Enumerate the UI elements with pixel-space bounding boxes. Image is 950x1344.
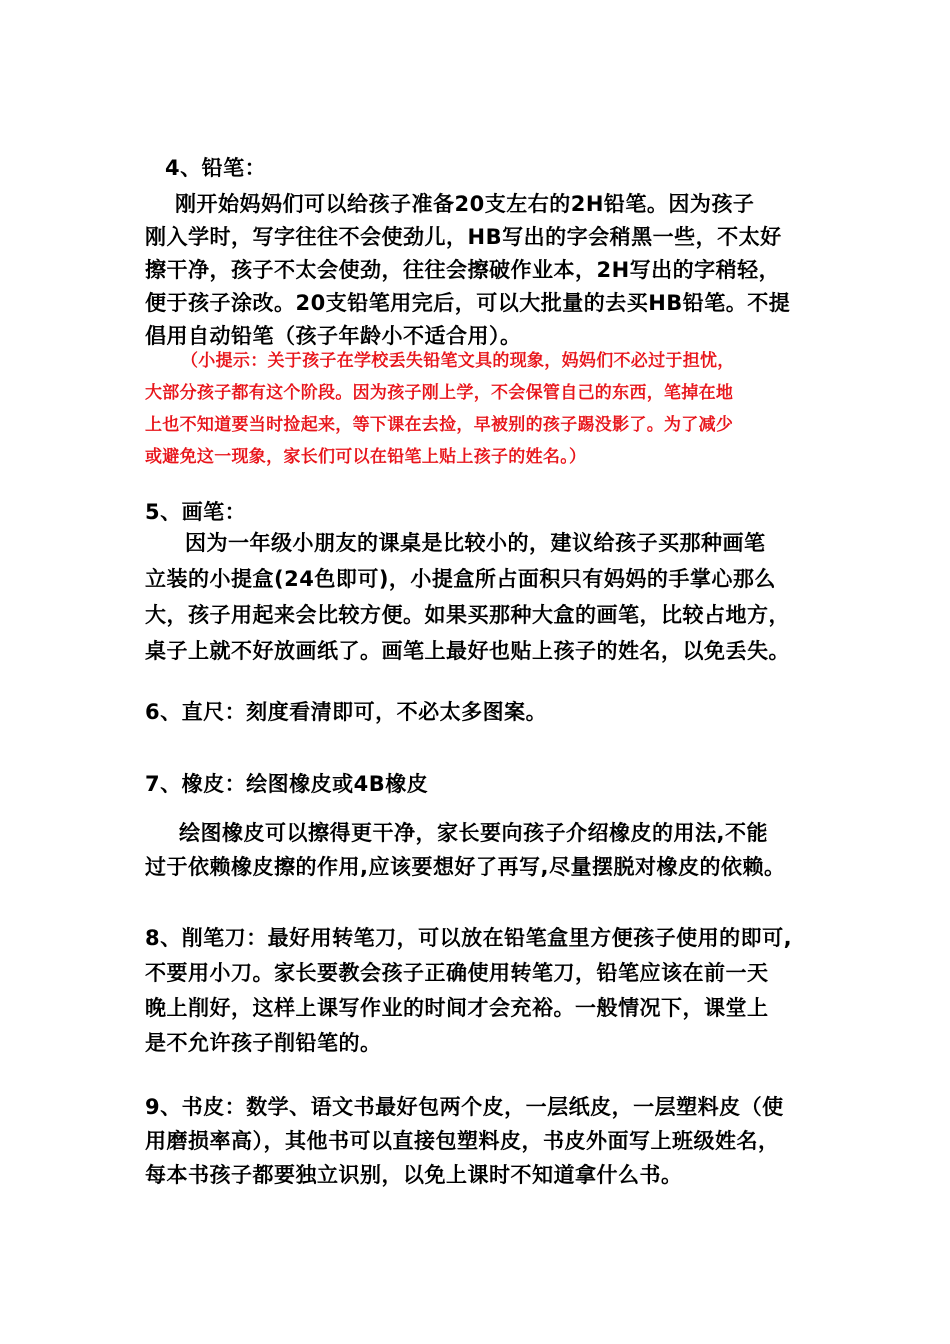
- tip-line: 上也不知道要当时捡起来，等下课在去捡，早被别的孩子踢没影了。为了减少: [145, 415, 734, 435]
- pencil-heading: 4、铅笔：: [165, 156, 267, 180]
- text-line: 立装的小提盒(24色即可)，小提盒所占面积只有妈妈的手掌心那么: [145, 567, 776, 591]
- text-line: 过于依赖橡皮擦的作用,应该要想好了再写,尽量摆脱对橡皮的依赖。: [145, 855, 786, 879]
- tip-line: 大部分孩子都有这个阶段。因为孩子刚上学，不会保管自己的东西，笔掉在地: [145, 383, 734, 403]
- text-line: 大，孩子用起来会比较方便。如果买那种大盒的画笔，比较占地方，: [145, 603, 790, 627]
- text-line: 倡用自动铅笔（孩子年龄小不适合用）。: [145, 324, 522, 348]
- book-cover-paragraph: [145, 1090, 815, 1192]
- text-line: 晚上削好，这样上课写作业的时间才会充裕。一般情况下，课堂上: [145, 996, 769, 1020]
- text-line: 擦干净，孩子不太会使劲，往往会擦破作业本，2H写出的字稍轻，: [145, 258, 781, 282]
- text-line: 桌子上就不好放画纸了。画笔上最好也贴上孩子的姓名，以免丢失。: [145, 639, 790, 663]
- eraser-paragraph: [145, 816, 815, 884]
- text-line: 便于孩子涂改。20支铅笔用完后，可以大批量的去买HB铅笔。不提: [145, 291, 791, 315]
- brush-paragraph: [145, 525, 815, 669]
- pencil-paragraph: [145, 188, 815, 353]
- text-line: 9、书皮：数学、语文书最好包两个皮，一层纸皮，一层塑料皮（使: [145, 1095, 784, 1119]
- tip-line: 或避免这一现象，家长们可以在铅笔上贴上孩子的姓名。）: [145, 447, 587, 467]
- ruler-heading: 6、直尺：刻度看清即可，不必太多图案。: [145, 700, 548, 724]
- pencil-tip: [145, 345, 815, 473]
- text-line: 不要用小刀。家长要教会孩子正确使用转笔刀，铅笔应该在前一天: [145, 961, 769, 985]
- text-line: 刚入学时，写字往往不会使劲儿，HB写出的字会稍黑一些，不太好: [145, 225, 782, 249]
- text-line: 因为一年级小朋友的课桌是比较小的，建议给孩子买那种画笔: [185, 531, 766, 555]
- text-line: 绘图橡皮可以擦得更干净，家长要向孩子介绍橡皮的用法,不能: [179, 821, 768, 845]
- text-line: 刚开始妈妈们可以给孩子准备20支左右的2H铅笔。因为孩子: [175, 192, 755, 216]
- text-line: 是不允许孩子削铅笔的。: [145, 1031, 382, 1055]
- text-line: 8、削笔刀：最好用转笔刀，可以放在铅笔盒里方便孩子使用的即可,: [145, 926, 793, 950]
- tip-line: （小提示：关于孩子在学校丢失铅笔文具的现象，妈妈们不必过于担忧，: [181, 351, 735, 371]
- brush-heading: 5、画笔：: [145, 500, 247, 524]
- eraser-heading: 7、橡皮：绘图橡皮或4B橡皮: [145, 772, 429, 796]
- sharpener-paragraph: [145, 921, 815, 1061]
- text-line: 用磨损率高），其他书可以直接包塑料皮，书皮外面写上班级姓名，: [145, 1129, 780, 1153]
- text-line: 每本书孩子都要独立识别，以免上课时不知道拿什么书。: [145, 1163, 683, 1187]
